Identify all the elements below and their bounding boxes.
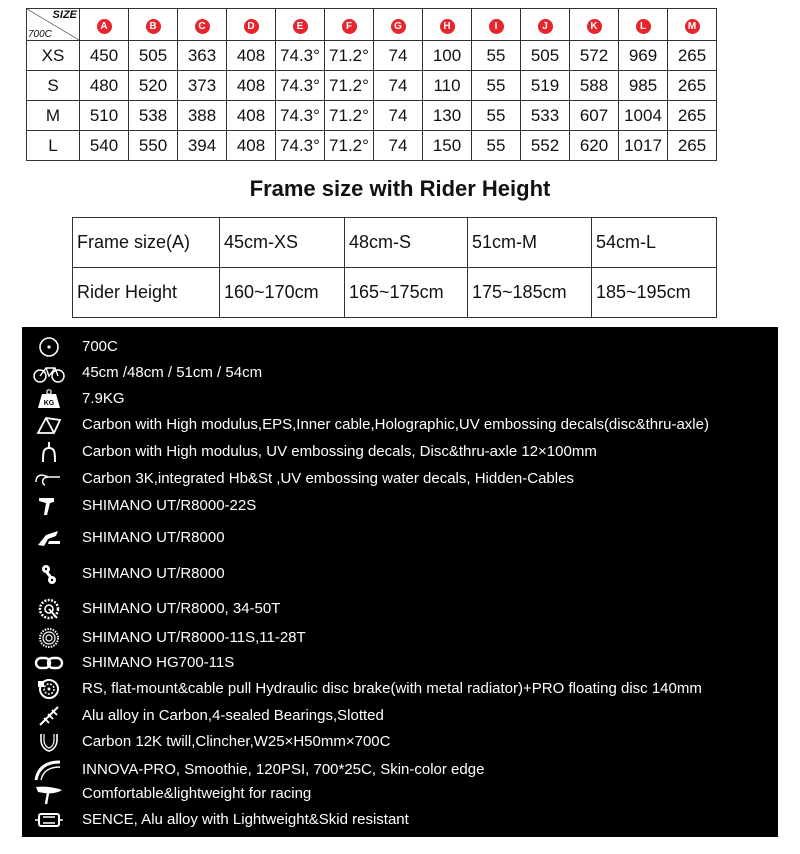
geometry-header-row [27, 9, 717, 41]
spec-text: Carbon with High modulus, UV embossing decals, Disc&thru-axle 12×100mm [82, 443, 597, 460]
rider-height-cell: 165~175cm [345, 268, 468, 318]
spec-text: Carbon 3K,integrated Hb&St ,UV embossing water decals, Hidden-Cables [82, 470, 574, 487]
geometry-cell: 74.3° [276, 131, 325, 161]
geometry-cell: 74 [374, 101, 423, 131]
geometry-cell: 265 [668, 101, 717, 131]
size-corner-cell [27, 9, 80, 41]
col-badge: G [391, 19, 406, 34]
geometry-cell: 74 [374, 131, 423, 161]
geometry-cell: 538 [129, 101, 178, 131]
geometry-cell: 265 [668, 131, 717, 161]
rider-height-cell: 185~195cm [592, 268, 717, 318]
col-badge: C [195, 19, 210, 34]
size-cell: L [27, 131, 80, 161]
size-cell: S [27, 71, 80, 101]
wheel-label: 700C [28, 29, 52, 40]
geometry-cell: 552 [521, 131, 570, 161]
geometry-cell: 588 [570, 71, 619, 101]
spec-text: Carbon 12K twill,Clincher,W25×H50mm×700C [82, 733, 391, 750]
col-k [570, 9, 619, 41]
geometry-row [27, 41, 717, 71]
rider-height-row [73, 268, 717, 318]
frame-size-cell: 45cm-XS [220, 218, 345, 268]
pedal-icon [32, 809, 66, 831]
col-l [619, 9, 668, 41]
col-f [325, 9, 374, 41]
col-badge: B [146, 19, 161, 34]
geometry-cell: 55 [472, 71, 521, 101]
geometry-cell: 969 [619, 41, 668, 71]
geometry-row [27, 71, 717, 101]
hub-icon [32, 705, 66, 727]
rider-height-table [72, 217, 717, 318]
frame-icon [32, 414, 66, 436]
rim-icon [32, 731, 66, 753]
geometry-cell: 74.3° [276, 71, 325, 101]
geometry-cell: 607 [570, 101, 619, 131]
geometry-cell: 74 [374, 71, 423, 101]
frame-size-label: Frame size(A) [73, 218, 220, 268]
geometry-cell: 265 [668, 41, 717, 71]
geometry-cell: 540 [80, 131, 129, 161]
bicycle-icon [32, 362, 66, 384]
frame-size-cell: 54cm-L [592, 218, 717, 268]
geometry-cell: 71.2° [325, 41, 374, 71]
col-badge: A [97, 19, 112, 34]
spec-panel [22, 327, 778, 837]
col-badge: H [440, 19, 455, 34]
chain-icon [32, 652, 66, 674]
rider-height-label: Rider Height [73, 268, 220, 318]
size-cell: XS [27, 41, 80, 71]
geometry-cell: 408 [227, 71, 276, 101]
geometry-cell: 71.2° [325, 101, 374, 131]
geometry-cell: 550 [129, 131, 178, 161]
shifter-icon [32, 495, 66, 517]
rider-height-cell: 175~185cm [468, 268, 592, 318]
saddle-icon [32, 783, 66, 805]
geometry-cell: 110 [423, 71, 472, 101]
spec-text: INNOVA-PRO, Smoothie, 120PSI, 700*25C, Skin-color edge [82, 761, 485, 778]
geometry-cell: 373 [178, 71, 227, 101]
col-badge: E [293, 19, 308, 34]
rear-derailleur-icon [32, 563, 66, 585]
crankset-icon [32, 598, 66, 620]
col-i [472, 9, 521, 41]
frame-size-row [73, 218, 717, 268]
geometry-cell: 71.2° [325, 131, 374, 161]
spec-text: SHIMANO UT/R8000 [82, 529, 225, 546]
col-g [374, 9, 423, 41]
col-c [178, 9, 227, 41]
col-h [423, 9, 472, 41]
geometry-cell: 71.2° [325, 71, 374, 101]
geometry-cell: 394 [178, 131, 227, 161]
cassette-icon [32, 627, 66, 649]
spec-text: SHIMANO UT/R8000, 34-50T [82, 600, 281, 617]
geometry-table [26, 8, 717, 161]
col-badge: L [636, 19, 651, 34]
geometry-cell: 100 [423, 41, 472, 71]
fork-icon [32, 441, 66, 463]
weight-icon [32, 388, 66, 410]
geometry-cell: 510 [80, 101, 129, 131]
geometry-row [27, 101, 717, 131]
geometry-cell: 505 [521, 41, 570, 71]
geometry-cell: 533 [521, 101, 570, 131]
col-e [276, 9, 325, 41]
geometry-cell: 408 [227, 101, 276, 131]
geometry-cell: 55 [472, 101, 521, 131]
spec-text: SHIMANO HG700-11S [82, 654, 235, 671]
wheel-icon [32, 336, 66, 358]
geometry-cell: 408 [227, 41, 276, 71]
spec-text: SHIMANO UT/R8000-11S,11-28T [82, 629, 306, 646]
geometry-cell: 519 [521, 71, 570, 101]
col-badge: J [538, 19, 553, 34]
spec-text: SENCE, Alu alloy with Lightweight&Skid resistant [82, 811, 409, 828]
geometry-cell: 363 [178, 41, 227, 71]
geometry-cell: 55 [472, 41, 521, 71]
geometry-cell: 150 [423, 131, 472, 161]
geometry-cell: 620 [570, 131, 619, 161]
col-badge: D [244, 19, 259, 34]
col-a [80, 9, 129, 41]
geometry-cell: 74.3° [276, 41, 325, 71]
frame-size-cell: 51cm-M [468, 218, 592, 268]
geometry-cell: 985 [619, 71, 668, 101]
front-derailleur-icon [32, 527, 66, 549]
col-j [521, 9, 570, 41]
spec-text: Comfortable&lightweight for racing [82, 785, 312, 802]
col-badge: F [342, 19, 357, 34]
geometry-cell: 74.3° [276, 101, 325, 131]
geometry-row [27, 131, 717, 161]
col-d [227, 9, 276, 41]
weight-icon-text: KG [43, 400, 55, 407]
geometry-cell: 572 [570, 41, 619, 71]
geometry-cell: 265 [668, 71, 717, 101]
rider-height-cell: 160~170cm [220, 268, 345, 318]
size-cell: M [27, 101, 80, 131]
col-b [129, 9, 178, 41]
geometry-cell: 74 [374, 41, 423, 71]
col-badge: M [685, 19, 700, 34]
geometry-cell: 1004 [619, 101, 668, 131]
spec-text: 7.9KG [82, 390, 125, 407]
size-label: SIZE [52, 9, 77, 21]
geometry-cell: 520 [129, 71, 178, 101]
geometry-cell: 1017 [619, 131, 668, 161]
geometry-cell: 480 [80, 71, 129, 101]
spec-text: Alu alloy in Carbon,4-sealed Bearings,Slotted [82, 707, 384, 724]
spec-text: 700C [82, 338, 118, 355]
rider-height-heading: Frame size with Rider Height [249, 176, 551, 201]
geometry-cell: 55 [472, 131, 521, 161]
geometry-cell: 408 [227, 131, 276, 161]
spec-text: SHIMANO UT/R8000-22S [82, 497, 257, 514]
spec-text: Carbon with High modulus,EPS,Inner cable,Holographic,UV embossing decals(disc&thru-axle) [82, 416, 709, 433]
frame-size-cell: 48cm-S [345, 218, 468, 268]
geometry-cell: 505 [129, 41, 178, 71]
tire-icon [32, 759, 66, 781]
spec-text: SHIMANO UT/R8000 [82, 565, 225, 582]
col-m [668, 9, 717, 41]
geometry-cell: 450 [80, 41, 129, 71]
disc-brake-icon [32, 678, 66, 700]
geometry-cell: 130 [423, 101, 472, 131]
spec-text: 45cm /48cm / 51cm / 54cm [82, 364, 263, 381]
col-badge: I [489, 19, 504, 34]
spec-text: RS, flat-mount&cable pull Hydraulic disc brake(with metal radiator)+PRO floating disc 140mm [82, 680, 702, 697]
geometry-cell: 388 [178, 101, 227, 131]
col-badge: K [587, 19, 602, 34]
handlebar-icon [32, 468, 66, 490]
